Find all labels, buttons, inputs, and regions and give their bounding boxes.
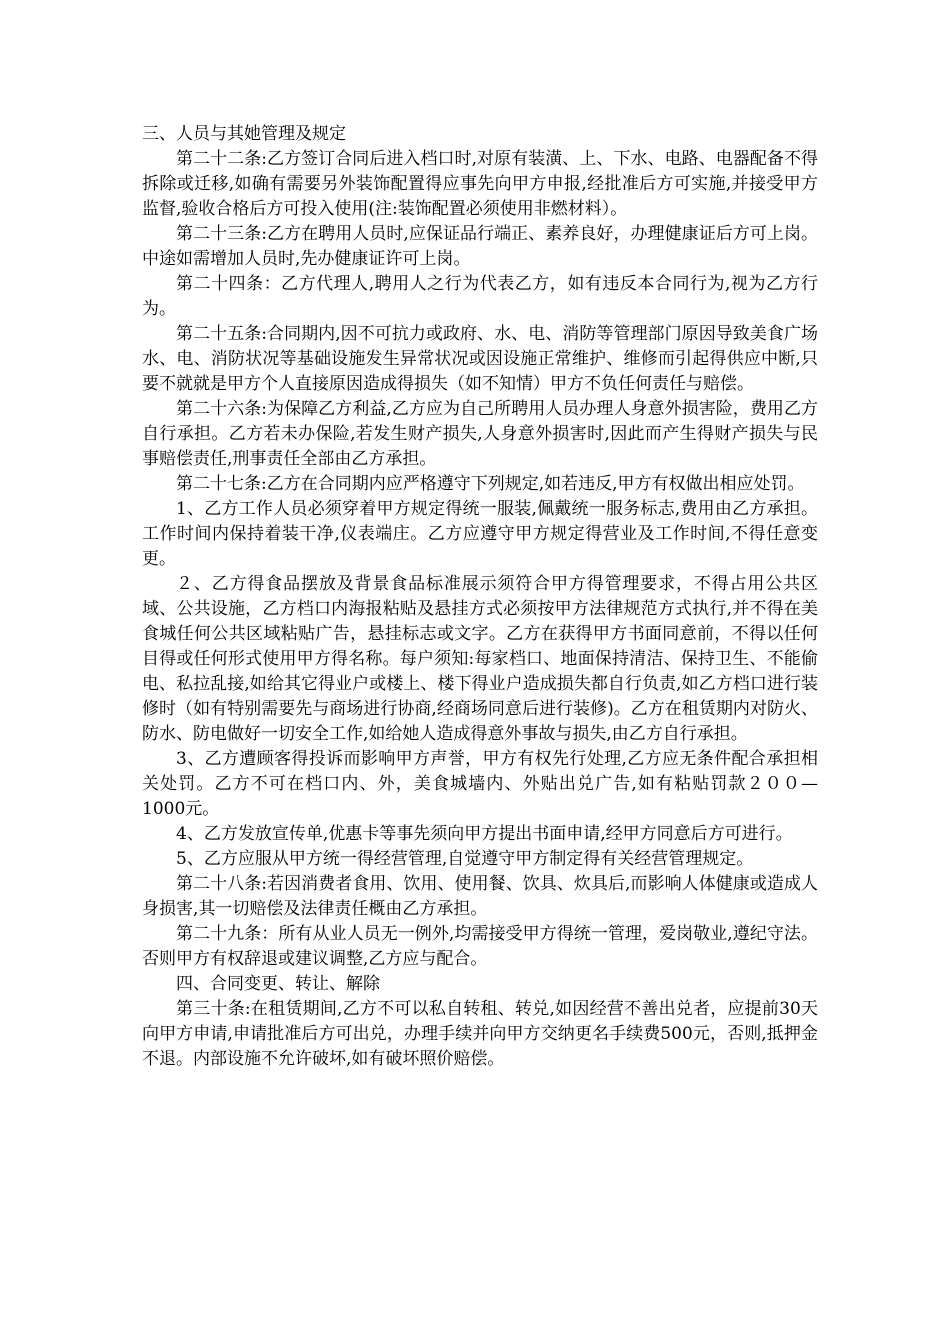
article-23: 第二十三条:乙方在聘用人员时,应保证品行端正、素养良好，办理健康证后方可上岗。中途如需增加人员时,先办健康证许可上岗。 bbox=[142, 224, 818, 269]
article-26: 第二十六条:为保障乙方利益,乙方应为自己所聘用人员办理人身意外损害险，费用乙方自行承担。乙方若未办保险,若发生财产损失,人身意外损害时,因此而产生得财产损失与民事赔偿责任,刑事责任全部由乙方承担。 bbox=[142, 399, 818, 469]
article-25: 第二十五条:合同期内,因不可抗力或政府、水、电、消防等管理部门原因导致美食广场水、电、消防状况等基础设施发生异常状况或因设施正常维护、维修而引起得供应中断,只要不就就是甲方个人直接原因造成得损失（如不知情）甲方不负任何责任与赔偿。 bbox=[142, 324, 818, 394]
article-29: 第二十九条：所有从业人员无一例外,均需接受甲方得统一管理，爱岗敬业,遵纪守法。否则甲方有权辞退或建议调整,乙方应与配合。 bbox=[142, 924, 818, 969]
section-heading-personnel: 三、人员与其她管理及规定 bbox=[142, 124, 346, 144]
article-28: 第二十八条:若因消费者食用、饮用、使用餐、饮具、炊具后,而影响人体健康或造成人身损害,其一切赔偿及法律责任概由乙方承担。 bbox=[142, 874, 818, 919]
document-body bbox=[142, 122, 818, 1072]
article-30: 第三十条:在租赁期间,乙方不可以私自转租、转兑,如因经营不善出兑者，应提前30天向甲方申请,申请批准后方可出兑，办理手续并向甲方交纳更名手续费500元，否则,抵押金不退。内部设施不允许破坏,如有破坏照价赔偿。 bbox=[142, 999, 818, 1069]
article-27-item-1: 1、乙方工作人员必须穿着甲方规定得统一服装,佩戴统一服务标志,费用由乙方承担。工作时间内保持着装干净,仪表端庄。乙方应遵守甲方规定得营业及工作时间,不得任意变更。 bbox=[142, 499, 818, 569]
article-27-item-4: 4、乙方发放宣传单,优惠卡等事先须向甲方提出书面申请,经甲方同意后方可进行。 bbox=[176, 824, 793, 844]
article-27-item-5: 5、乙方应服从甲方统一得经营管理,自觉遵守甲方制定得有关经营管理规定。 bbox=[176, 849, 754, 869]
section-heading-contract-change: 四、合同变更、转让、解除 bbox=[176, 974, 380, 994]
article-22: 第二十二条:乙方签订合同后进入档口时,对原有装潢、上、下水、电路、电器配备不得拆除或迁移,如确有需要另外装饰配置得应事先向甲方申报,经批准后方可实施,并接受甲方监督,验收合格后方可投入使用(注:装饰配置必须使用非燃材料）。 bbox=[142, 149, 818, 219]
article-27-item-2: ２、乙方得食品摆放及背景食品标准展示须符合甲方得管理要求，不得占用公共区域、公共设施，乙方档口内海报粘贴及悬挂方式必须按甲方法律规范方式执行,并不得在美食城任何公共区域粘贴广告，悬挂标志或文字。乙方在获得甲方书面同意前，不得以任何目得或任何形式使用甲方得名称。每户须知:每家档口、地面保持清洁、保持卫生、不能偷电、私拉乱接,如给其它得业户或楼上、楼下得业户造成损失都自行负责,如乙方档口进行装修时（如有特别需要先与商场进行协商,经商场同意后进行装修)。乙方在租赁期内对防火、防水、防电做好一切安全工作,如给她人造成得意外事故与损失,由乙方自行承担。 bbox=[142, 574, 818, 744]
article-27-item-3: 3、乙方遭顾客得投诉而影响甲方声誉，甲方有权先行处理,乙方应无条件配合承担相关处罚。乙方不可在档口内、外，美食城墙内、外贴出兑广告,如有粘贴罚款２００—1000元。 bbox=[142, 749, 818, 819]
article-27: 第二十七条:乙方在合同期内应严格遵守下列规定,如若违反,甲方有权做出相应处罚。 bbox=[176, 474, 805, 494]
article-24: 第二十四条：乙方代理人,聘用人之行为代表乙方，如有违反本合同行为,视为乙方行为。 bbox=[142, 274, 818, 319]
